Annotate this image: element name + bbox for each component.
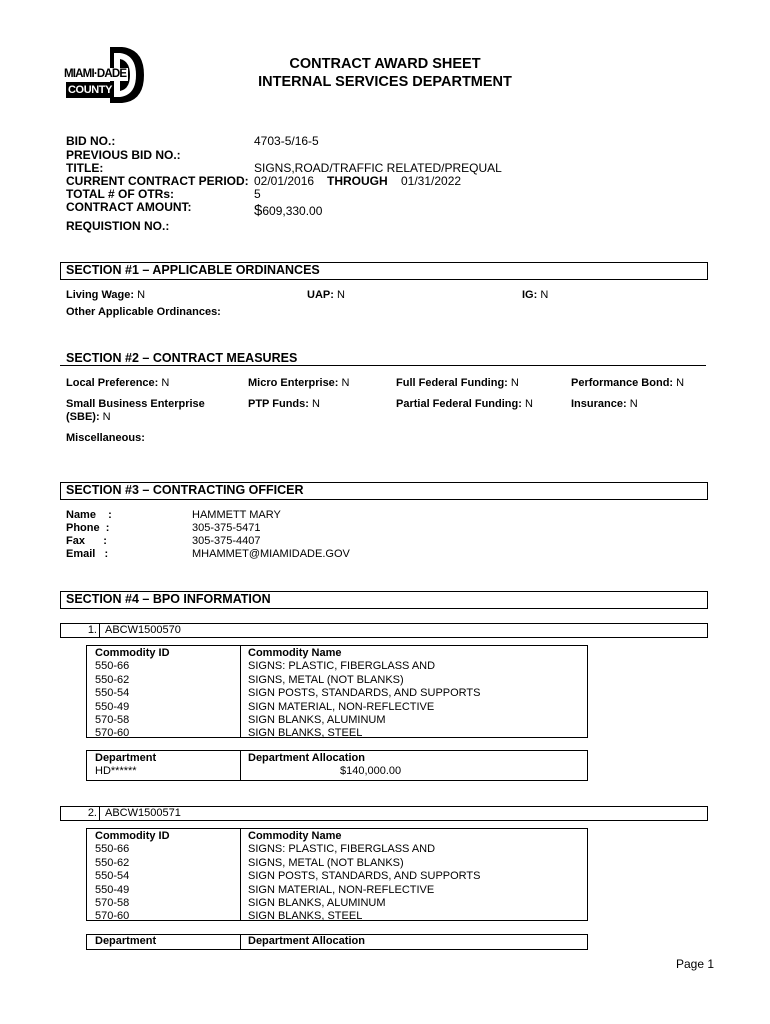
commodity-id-column [95, 647, 170, 741]
section1-title: SECTION #1 – APPLICABLE ORDINANCES [66, 263, 320, 277]
commodity-name: SIGN BLANKS, ALUMINUM [248, 896, 386, 909]
commodity-id-column [95, 830, 170, 924]
commodity-name: SIGN BLANKS, ALUMINUM [248, 713, 386, 726]
commodity-name: SIGNS, METAL (NOT BLANKS) [248, 856, 404, 869]
commodity-id: 550-62 [95, 673, 130, 686]
period-start: 02/01/2016 [254, 174, 315, 188]
amount-symbol: $ [254, 202, 263, 219]
commodity-name-header: Commodity Name [248, 830, 342, 842]
contract-amount [254, 202, 322, 220]
partial-federal-funding-label: Partial Federal Funding: [396, 398, 522, 410]
allocation-value: $140,000.00 [340, 765, 402, 778]
commodity-id: 570-60 [95, 727, 130, 740]
commodity-id-header: Commodity ID [95, 647, 170, 659]
otr-value: 5 [254, 187, 261, 201]
bpo1-department-table [86, 750, 588, 781]
allocation-column [248, 935, 365, 948]
page-subtitle: INTERNAL SERVICES DEPARTMENT [258, 74, 512, 90]
title-value: SIGNS,ROAD/TRAFFIC RELATED/PREQUAL [254, 161, 502, 175]
local-preference [66, 377, 169, 389]
commodity-id: 550-54 [95, 870, 130, 883]
ig-value: N [540, 289, 549, 301]
contract-period-label: CURRENT CONTRACT PERIOD: [66, 174, 249, 188]
commodity-name: SIGNS: PLASTIC, FIBERGLASS AND [248, 843, 436, 856]
other-ordinances-label: Other Applicable Ordinances: [66, 306, 221, 318]
commodity-name: SIGN MATERIAL, NON-REFLECTIVE [248, 883, 435, 896]
miscellaneous-label: Miscellaneous: [66, 432, 145, 444]
bpo-id: ABCW1500570 [105, 624, 181, 636]
officer-phone: 305-375-5471 [192, 522, 261, 534]
commodity-id: 550-62 [95, 856, 130, 869]
bpo-number: 1. [87, 624, 97, 636]
commodity-id: 550-49 [95, 883, 130, 896]
sbe-label-line2: (SBE): [66, 411, 100, 423]
living-wage [66, 289, 145, 301]
full-federal-funding [396, 377, 519, 389]
contract-amount-label: CONTRACT AMOUNT: [66, 200, 192, 214]
requisition-label: REQUISTION NO.: [66, 219, 170, 233]
commodity-id: 570-58 [95, 713, 130, 726]
section2-underline [60, 365, 706, 366]
performance-bond-value: N [676, 377, 685, 389]
amount-value: 609,330.00 [262, 204, 323, 218]
uap-value: N [336, 289, 345, 301]
living-wage-value: N [137, 289, 146, 301]
previous-bid-label: PREVIOUS BID NO.: [66, 148, 181, 162]
uap-label: UAP: [307, 289, 334, 301]
table-divider [240, 751, 241, 780]
commodity-name: SIGN BLANKS, STEEL [248, 910, 363, 923]
officer-email-label: Email : [66, 548, 109, 560]
micro-enterprise-value: N [341, 377, 350, 389]
allocation-header: Department Allocation [248, 935, 365, 947]
period-through: THROUGH [327, 174, 388, 188]
commodity-id: 550-66 [95, 843, 130, 856]
insurance [571, 398, 638, 410]
bpo1-commodity-table [86, 645, 588, 738]
ig [522, 289, 548, 301]
bpo-row-1 [60, 623, 708, 638]
table-divider [240, 829, 241, 920]
sbe-label-line1: Small Business Enterprise [66, 398, 205, 410]
bpo-number: 2. [87, 807, 97, 819]
officer-email: MHAMMET@MIAMIDADE.GOV [192, 548, 350, 560]
department-column [95, 752, 156, 779]
page-title: CONTRACT AWARD SHEET [289, 56, 481, 72]
local-preference-label: Local Preference: [66, 377, 159, 389]
commodity-name: SIGN BLANKS, STEEL [248, 727, 363, 740]
bpo2-commodity-table [86, 828, 588, 921]
local-preference-value: N [161, 377, 170, 389]
officer-fax: 305-375-4407 [192, 535, 261, 547]
table-divider [240, 646, 241, 737]
department-value: HD****** [95, 765, 137, 778]
logo-text-line2: COUNTY [68, 84, 113, 96]
otr-label: TOTAL # OF OTRs: [66, 187, 175, 201]
insurance-value: N [629, 398, 638, 410]
commodity-id: 550-66 [95, 660, 130, 673]
bpo-row-2 [60, 806, 708, 821]
commodity-name: SIGN POSTS, STANDARDS, AND SUPPORTS [248, 870, 481, 883]
commodity-name: SIGN POSTS, STANDARDS, AND SUPPORTS [248, 687, 481, 700]
department-header: Department [95, 752, 157, 764]
ptp-funds-label: PTP Funds: [248, 398, 309, 410]
commodity-name-column [248, 647, 480, 741]
sbe [66, 411, 111, 423]
full-federal-funding-value: N [510, 377, 519, 389]
page-number: Page 1 [676, 957, 715, 971]
officer-name: HAMMETT MARY [192, 509, 281, 521]
bid-no-value: 4703-5/16-5 [254, 134, 319, 148]
micro-enterprise [248, 377, 349, 389]
commodity-id-header: Commodity ID [95, 830, 170, 842]
bpo-id: ABCW1500571 [105, 807, 181, 819]
department-column [95, 935, 156, 948]
micro-enterprise-label: Micro Enterprise: [248, 377, 339, 389]
ig-label: IG: [522, 289, 538, 301]
officer-name-label: Name : [66, 509, 112, 521]
section3-title: SECTION #3 – CONTRACTING OFFICER [66, 483, 304, 497]
table-divider [240, 935, 241, 949]
performance-bond-label: Performance Bond: [571, 377, 674, 389]
insurance-label: Insurance: [571, 398, 627, 410]
officer-fax-label: Fax : [66, 535, 107, 547]
period-end: 01/31/2022 [401, 174, 462, 188]
allocation-column [248, 752, 401, 779]
title-label: TITLE: [66, 161, 104, 175]
section4-title: SECTION #4 – BPO INFORMATION [66, 592, 271, 606]
commodity-id: 570-60 [95, 910, 130, 923]
ptp-funds [248, 398, 320, 410]
bpo-separator [99, 624, 100, 637]
bpo-separator [99, 807, 100, 820]
partial-federal-funding [396, 398, 533, 410]
commodity-id: 550-54 [95, 687, 130, 700]
officer-phone-label: Phone : [66, 522, 110, 534]
commodity-name: SIGNS, METAL (NOT BLANKS) [248, 673, 404, 686]
section2-title: SECTION #2 – CONTRACT MEASURES [66, 351, 298, 365]
commodity-name: SIGN MATERIAL, NON-REFLECTIVE [248, 700, 435, 713]
sbe-value: N [102, 411, 111, 423]
logo-text-line1: MIAMI·DADE [64, 68, 127, 80]
performance-bond [571, 377, 684, 389]
commodity-id: 550-49 [95, 700, 130, 713]
allocation-header: Department Allocation [248, 752, 365, 764]
living-wage-label: Living Wage: [66, 289, 135, 301]
bpo2-department-table [86, 934, 588, 950]
commodity-name: SIGNS: PLASTIC, FIBERGLASS AND [248, 660, 436, 673]
uap [307, 289, 345, 301]
commodity-id: 570-58 [95, 896, 130, 909]
commodity-name-column [248, 830, 480, 924]
commodity-name-header: Commodity Name [248, 647, 342, 659]
bid-no-label: BID NO.: [66, 134, 116, 148]
ptp-funds-value: N [311, 398, 320, 410]
partial-federal-funding-value: N [524, 398, 533, 410]
full-federal-funding-label: Full Federal Funding: [396, 377, 508, 389]
department-header: Department [95, 935, 157, 947]
